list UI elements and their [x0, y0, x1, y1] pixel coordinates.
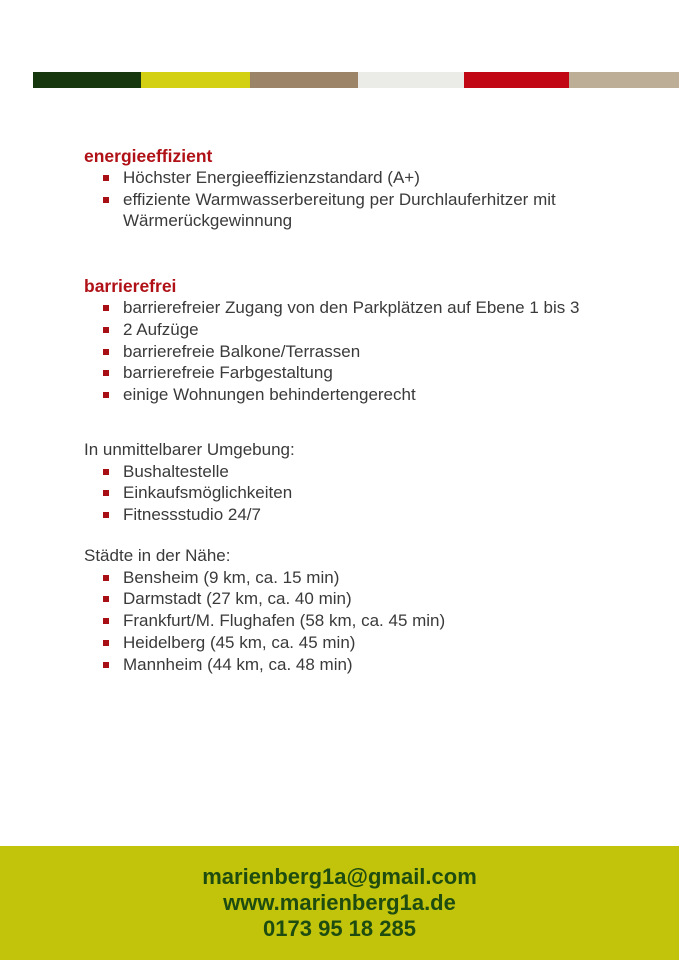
bar-segment-tan	[569, 72, 679, 88]
bar-segment-red	[464, 72, 569, 88]
list-item-text: Frankfurt/M. Flughafen (58 km, ca. 45 min)	[123, 611, 446, 631]
bullet-square-icon	[103, 618, 109, 624]
list-item	[84, 189, 644, 232]
list-item	[84, 167, 644, 189]
list-item	[84, 362, 644, 384]
footer-phone: 0173 95 18 285	[263, 916, 416, 941]
list-item	[84, 654, 644, 676]
bullet-square-icon	[103, 349, 109, 355]
list-item	[84, 384, 644, 406]
bullet-square-icon	[103, 305, 109, 311]
section-heading-energieeffizient: energieeffizient	[84, 146, 213, 166]
bullet-square-icon	[103, 469, 109, 475]
list-item-text: Bensheim (9 km, ca. 15 min)	[123, 567, 340, 587]
bullet-square-icon	[103, 662, 109, 668]
bullet-square-icon	[103, 197, 109, 203]
list-item	[84, 567, 644, 589]
list-item-text: Heidelberg (45 km, ca. 45 min)	[123, 632, 356, 652]
list-item	[84, 588, 644, 610]
list-item	[84, 297, 644, 319]
bar-segment-light-gray	[358, 72, 464, 88]
bullet-list-staedte	[84, 567, 644, 676]
bullet-square-icon	[103, 370, 109, 376]
bullet-list-umgebung	[84, 461, 644, 526]
list-item	[84, 482, 644, 504]
list-item-text: Bushaltestelle	[123, 461, 229, 481]
bar-segment-yellow-green	[141, 72, 250, 88]
list-item-text: barrierefreie Balkone/Terrassen	[123, 341, 361, 361]
list-item-text: einige Wohnungen behindertengerecht	[123, 384, 416, 404]
list-item	[84, 610, 644, 632]
section-heading-barrierefrei: barrierefrei	[84, 276, 177, 297]
bullet-square-icon	[103, 640, 109, 646]
section-heading-umgebung: In unmittelbarer Umgebung:	[84, 439, 295, 459]
list-item-text: barrierefreier Zugang von den Parkplätzen auf Ebene 1 bis 3	[123, 298, 580, 318]
bar-segment-dark-green	[33, 72, 141, 88]
list-item-text: Fitnessstudio 24/7	[123, 505, 261, 525]
footer-email: marienberg1a@gmail.com	[202, 864, 477, 889]
list-item	[84, 461, 644, 483]
top-color-bar	[33, 72, 679, 88]
bullet-square-icon	[103, 596, 109, 602]
list-item-text: Mannheim (44 km, ca. 48 min)	[123, 654, 353, 674]
bullet-square-icon	[103, 175, 109, 181]
bullet-square-icon	[103, 327, 109, 333]
list-item	[84, 319, 644, 341]
bar-segment-brown	[250, 72, 358, 88]
section-heading-staedte: Städte in der Nähe:	[84, 545, 231, 565]
bullet-square-icon	[103, 575, 109, 581]
list-item-text: Höchster Energieeffizienzstandard (A+)	[123, 168, 420, 187]
list-item	[84, 504, 644, 526]
bullet-square-icon	[103, 490, 109, 496]
list-item	[84, 341, 644, 363]
footer-contact-band	[0, 846, 679, 960]
bullet-square-icon	[103, 392, 109, 398]
list-item-text: barrierefreie Farbgestaltung	[123, 363, 333, 383]
list-item-text: Einkaufsmöglichkeiten	[123, 483, 293, 503]
bullet-list-energieeffizient	[84, 167, 644, 232]
list-item-text: effiziente Warmwasserbereitung per Durchlauferhitzer mit Wärmerückgewinnung	[123, 189, 556, 231]
list-item-text: Darmstadt (27 km, ca. 40 min)	[123, 589, 352, 609]
footer-website: www.marienberg1a.de	[223, 890, 456, 915]
content-column	[84, 145, 644, 675]
bullet-list-barrierefrei	[84, 297, 644, 406]
list-item-text: 2 Aufzüge	[123, 319, 199, 339]
list-item	[84, 632, 644, 654]
bullet-square-icon	[103, 512, 109, 518]
